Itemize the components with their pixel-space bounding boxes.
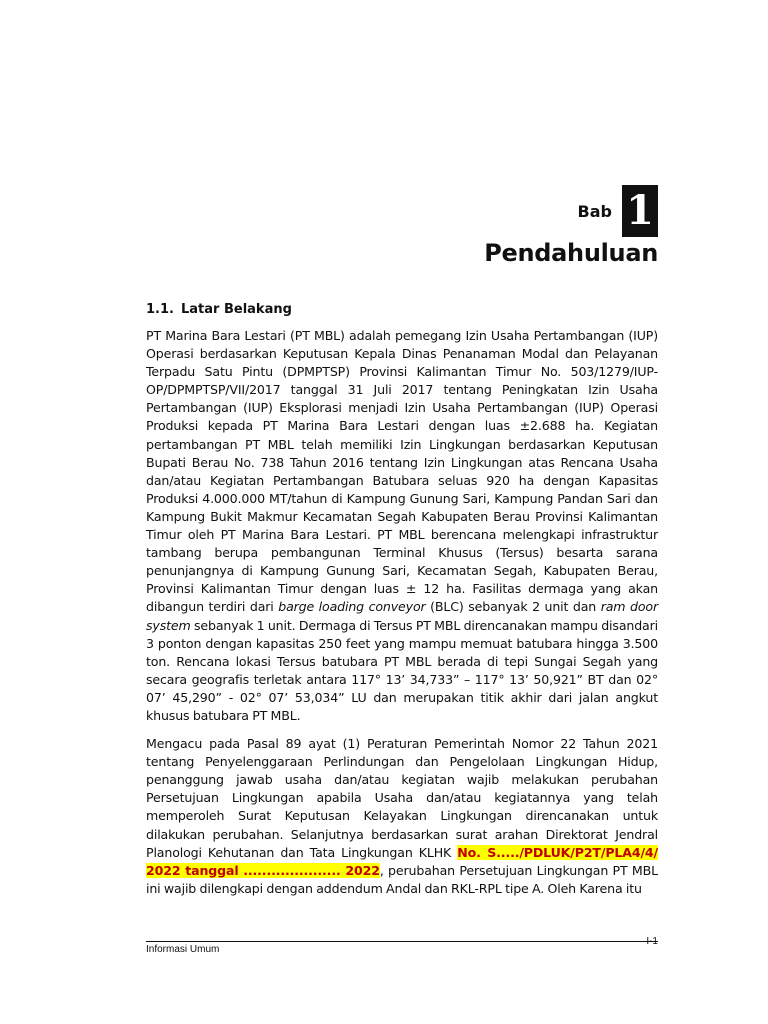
footer-divider	[146, 941, 658, 942]
chapter-label: Bab	[577, 201, 612, 221]
paragraph-2	[146, 735, 658, 898]
paragraph-1-end: sebanyak 1 unit. Dermaga di Tersus PT MBL direncanakan mampu disandari 3 ponton dengan kapasitas 250 feet yang mampu memuat batubara hingga 3.500 ton. Rencana lokasi Tersus batubara PT MBL berada di tepi Sungai Segah yang secara geografis terletak antara 117° 13’ 34,733” – 117° 13’ 50,921” BT dan 02° 07’ 45,290” - 02° 07’ 53,034” LU dan merupakan titik akhir dari jalan angkut khusus batubara PT MBL.	[146, 617, 659, 723]
chapter-title: Pendahuluan	[484, 239, 658, 267]
document-body	[146, 302, 658, 908]
paragraph-1-middle: (BLC) sebanyak 2 unit dan	[430, 599, 597, 615]
chapter-number-badge: 1	[622, 185, 658, 237]
chapter-header	[484, 185, 658, 267]
highlighted-letter-reference: No. S...../PDLUK/P2T/PLA4/4/ 2022 tanggal ..................... 2022	[146, 844, 658, 878]
section-heading	[146, 302, 658, 317]
paragraph-1-italic-term-1: barge loading conveyor	[278, 599, 426, 615]
paragraph-1	[146, 327, 658, 725]
section-number: 1.1.	[146, 302, 174, 317]
paragraph-1-italic-term-2: ram door system	[146, 599, 658, 633]
footer-section-label: Informasi Umum	[146, 944, 220, 955]
section-title: Latar Belakang	[181, 302, 292, 317]
paragraph-2-end: , perubahan Persetujuan Lingkungan PT MBL ini wajib dilengkapi dengan addendum Andal dan RKL-RPL tipe A. Oleh Karena itu	[146, 862, 658, 896]
paragraph-2-text: Mengacu pada Pasal 89 ayat (1) Peraturan Pemerintah Nomor 22 Tahun 2021 tentang Penyelenggaraan Perlindungan dan Pengelolaan Lingkungan Hidup, penanggung jawab usaha dan/atau kegiatan wajib melakukan perubahan Persetujuan Lingkungan apabila Usaha dan/atau kegiatannya yang telah memperoleh Surat Keputusan Kelayakan Lingkungan direncanakan untuk dilakukan perubahan. Selanjutnya berdasarkan surat arahan Direktorat Jendral Planologi Kehutanan dan Tata Lingkungan KLHK	[146, 736, 658, 860]
paragraph-1-text: PT Marina Bara Lestari (PT MBL) adalah pemegang Izin Usaha Pertambangan (IUP) Operasi berdasarkan Keputusan Kepala Dinas Penanaman Modal dan Pelayanan Terpadu Satu Pintu (DPMPTSP) Provinsi Kalimantan Timur No. 503/1279/IUP-OP/DPMPTSP/VII/2017 tanggal 31 Juli 2017 tentang Peningkatan Izin Usaha Pertambangan (IUP) Eksplorasi menjadi Izin Usaha Pertambangan (IUP) Operasi Produksi kepada PT Marina Bara Lestari dengan luas ±2.688 ha. Kegiatan pertambangan PT MBL telah memiliki Izin Lingkungan berdasarkan Keputusan Bupati Berau No. 738 Tahun 2016 tentang Izin Lingkungan atas Rencana Usaha dan/atau Kegiatan Pertambangan Batubara seluas 920 ha dengan Kapasitas Produksi 4.000.000 MT/tahun di Kampung Gunung Sari, Kampung Pandan Sari dan Kampung Bukit Makmur Kecamatan Segah Kabupaten Berau Provinsi Kalimantan Timur oleh PT Marina Bara Lestari. PT MBL berencana melengkapi infrastruktur tambang berupa pembangunan Terminal Khusus (Tersus) besarta sarana penunjangnya di Kampung Gunung Sari, Kecamatan Segah, Kabupaten Berau, Provinsi Kalimantan Timur dengan luas ± 12 ha. Fasilitas dermaga yang akan dibangun terdiri dari	[146, 328, 658, 615]
footer-page-number: I-1	[646, 936, 658, 947]
chapter-label-row	[484, 185, 658, 237]
